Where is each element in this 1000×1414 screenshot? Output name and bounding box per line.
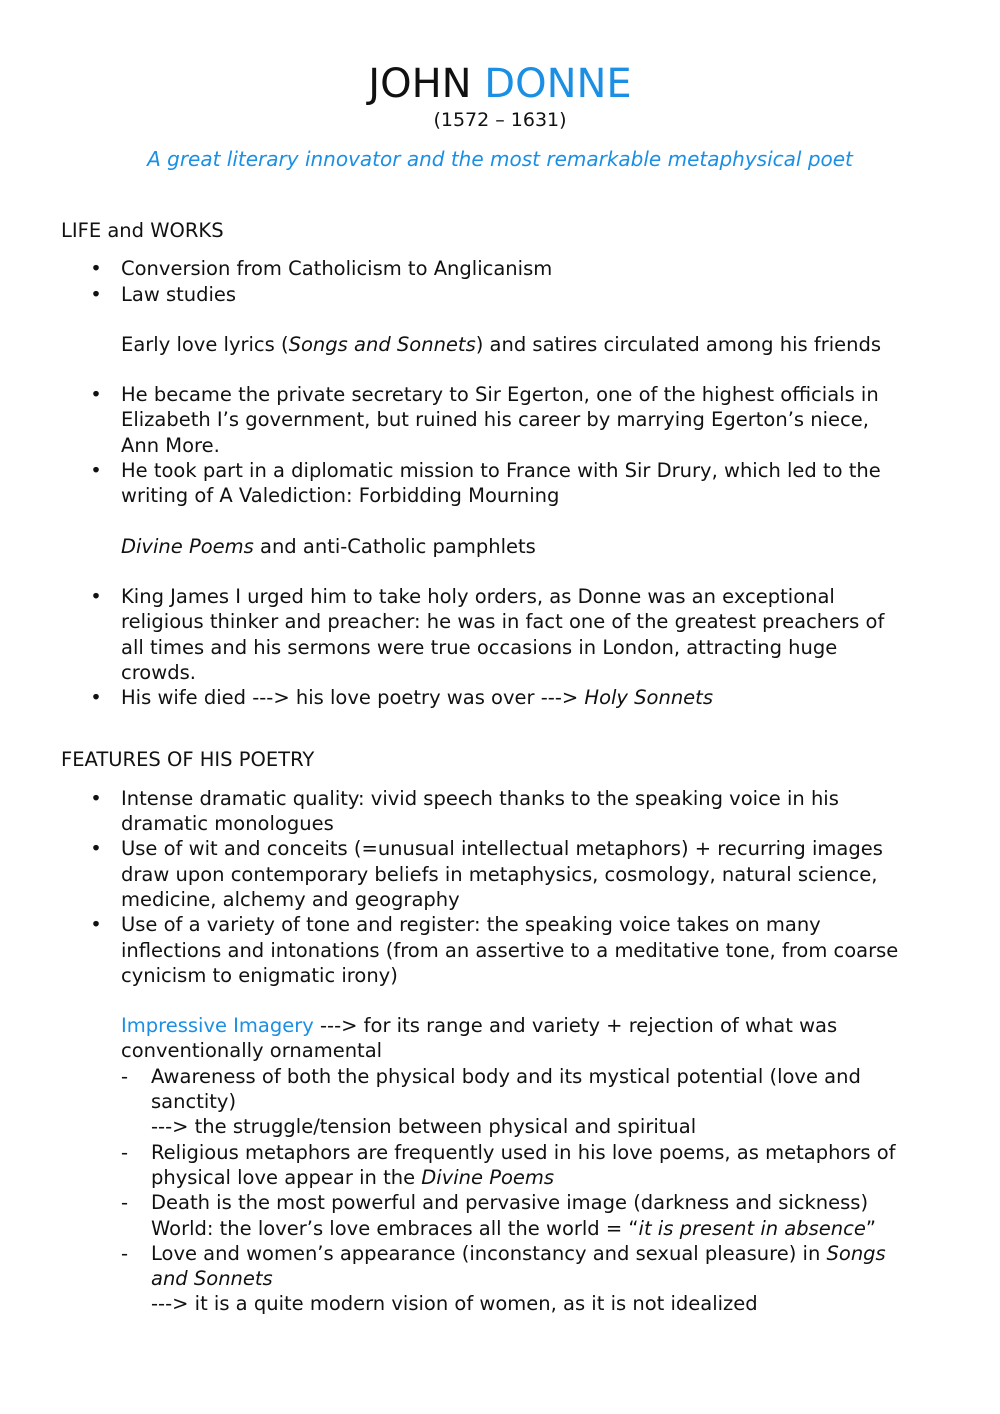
- title-last-name: DONNE: [484, 61, 632, 107]
- bullet-icon: •: [90, 584, 102, 608]
- dash-item-text: ”: [865, 1216, 876, 1240]
- list-item: [61, 786, 936, 837]
- dash-item-line: [151, 1241, 936, 1266]
- list-item: [61, 382, 936, 458]
- dash-marker: -: [121, 1064, 129, 1088]
- dash-item: [61, 1064, 936, 1140]
- list-item-line: King James I urged him to take holy orders, as Donne was an exceptional: [121, 584, 835, 608]
- section-heading-life: LIFE and WORKS: [61, 219, 224, 242]
- list-item-line: Use of wit and conceits (=unusual intellectual metaphors) + recurring images: [121, 837, 883, 861]
- bullet-icon: •: [90, 383, 102, 407]
- list-item-line: all times and his sermons were true occasions in London, attracting huge: [121, 635, 838, 659]
- list-item-line: Use of a variety of tone and register: the speaking voice takes on many: [121, 913, 821, 937]
- imagery-line: conventionally ornamental: [121, 1039, 383, 1063]
- list-item: [61, 256, 936, 281]
- list-item-line: Ann More.: [121, 433, 220, 457]
- imagery-line: [121, 1013, 936, 1038]
- list-item-line: cynicism to enigmatic irony): [121, 963, 398, 987]
- list-item-line: religious thinker and preacher: he was in fact one of the greatest preachers of: [121, 610, 885, 634]
- list-item-line: Elizabeth I’s government, but ruined his career by marrying Egerton’s niece,: [121, 408, 869, 432]
- dash-item-text: World: the lover’s love embraces all the world = “: [151, 1216, 639, 1240]
- imagery-paragraph: [61, 1013, 936, 1064]
- note-text: ) and satires circulated among his friends: [475, 332, 882, 356]
- list-item-text: His wife died ---> his love poetry was over --->: [121, 686, 585, 710]
- dash-item: [61, 1241, 936, 1317]
- dash-item-line: [151, 1266, 936, 1291]
- list-item-line: He became the private secretary to Sir Egerton, one of the highest officials in: [121, 383, 879, 407]
- imagery-label: Impressive Imagery: [121, 1014, 314, 1038]
- dash-item-line: ---> the struggle/tension between physical and spiritual: [151, 1115, 697, 1139]
- list-item-line: He took part in a diplomatic mission to France with Sir Drury, which led to the: [121, 459, 881, 483]
- work-title: and Sonnets: [151, 1267, 273, 1291]
- dash-item-line: [151, 1216, 936, 1241]
- document-body: [61, 218, 936, 1317]
- list-item-text: Law studies: [121, 282, 237, 306]
- note-text: and anti-Catholic pamphlets: [253, 534, 536, 558]
- dash-item-text: Love and women’s appearance (inconstancy and sexual pleasure) in: [151, 1241, 827, 1265]
- list-item: [61, 836, 936, 912]
- dash-item-line: Death is the most powerful and pervasive image (darkness and sickness): [151, 1191, 869, 1215]
- work-title: Songs and Sonnets: [288, 332, 476, 356]
- list-item: [61, 685, 936, 710]
- list-item-line: medicine, alchemy and geography: [121, 887, 460, 911]
- title-first-name: JOHN: [368, 61, 472, 107]
- dash-item: [61, 1190, 936, 1241]
- life-dates: (1572 – 1631): [433, 109, 567, 131]
- page-title: [0, 58, 1000, 110]
- work-title: Holy Sonnets: [584, 686, 713, 710]
- quote-text: it is present in absence: [638, 1216, 866, 1240]
- note-paragraph: [61, 534, 936, 559]
- dash-marker: -: [121, 1191, 129, 1215]
- bullet-icon: •: [90, 786, 102, 810]
- work-title: Divine Poems: [121, 534, 254, 558]
- bullet-icon: •: [90, 282, 102, 306]
- list-item-line: draw upon contemporary beliefs in metaphysics, cosmology, natural science,: [121, 862, 878, 886]
- list-item-line: writing of A Valediction: Forbidding Mourning: [121, 484, 560, 508]
- bullet-icon: •: [90, 837, 102, 861]
- dash-item-line: [151, 1165, 936, 1190]
- list-item-text: Conversion from Catholicism to Anglicanism: [121, 257, 553, 281]
- list-item: [61, 458, 936, 509]
- note-text: Early love lyrics (: [121, 332, 289, 356]
- dash-item-line: ---> it is a quite modern vision of women, as it is not idealized: [151, 1292, 758, 1316]
- list-item-line: crowds.: [121, 660, 196, 684]
- list-item-line: inflections and intonations (from an assertive to a meditative tone, from coarse: [121, 938, 899, 962]
- work-title: Songs: [826, 1241, 886, 1265]
- list-item-line: Intense dramatic quality: vivid speech thanks to the speaking voice in his: [121, 786, 839, 810]
- list-item: [61, 912, 936, 988]
- bullet-icon: •: [90, 913, 102, 937]
- list-item-line: dramatic monologues: [121, 812, 334, 836]
- dash-marker: -: [121, 1140, 129, 1164]
- list-item: [61, 282, 936, 307]
- dash-item-line: Awareness of both the physical body and its mystical potential (love and: [151, 1064, 861, 1088]
- dash-item-line: sanctity): [151, 1090, 237, 1114]
- note-paragraph: [61, 332, 936, 357]
- dash-marker: -: [121, 1241, 129, 1265]
- bullet-icon: •: [90, 686, 102, 710]
- dash-item-line: Religious metaphors are frequently used in his love poems, as metaphors of: [151, 1140, 896, 1164]
- bullet-icon: •: [90, 257, 102, 281]
- subtitle: A great literary innovator and the most remarkable metaphysical poet: [147, 147, 853, 171]
- list-item: [61, 584, 936, 685]
- imagery-text: ---> for its range and variety + rejection of what was: [313, 1014, 838, 1038]
- work-title: Divine Poems: [421, 1165, 555, 1189]
- section-heading-features: FEATURES OF HIS POETRY: [61, 748, 315, 772]
- bullet-icon: •: [90, 459, 102, 483]
- dash-item-text: physical love appear in the: [151, 1165, 422, 1189]
- dash-item: [61, 1140, 936, 1191]
